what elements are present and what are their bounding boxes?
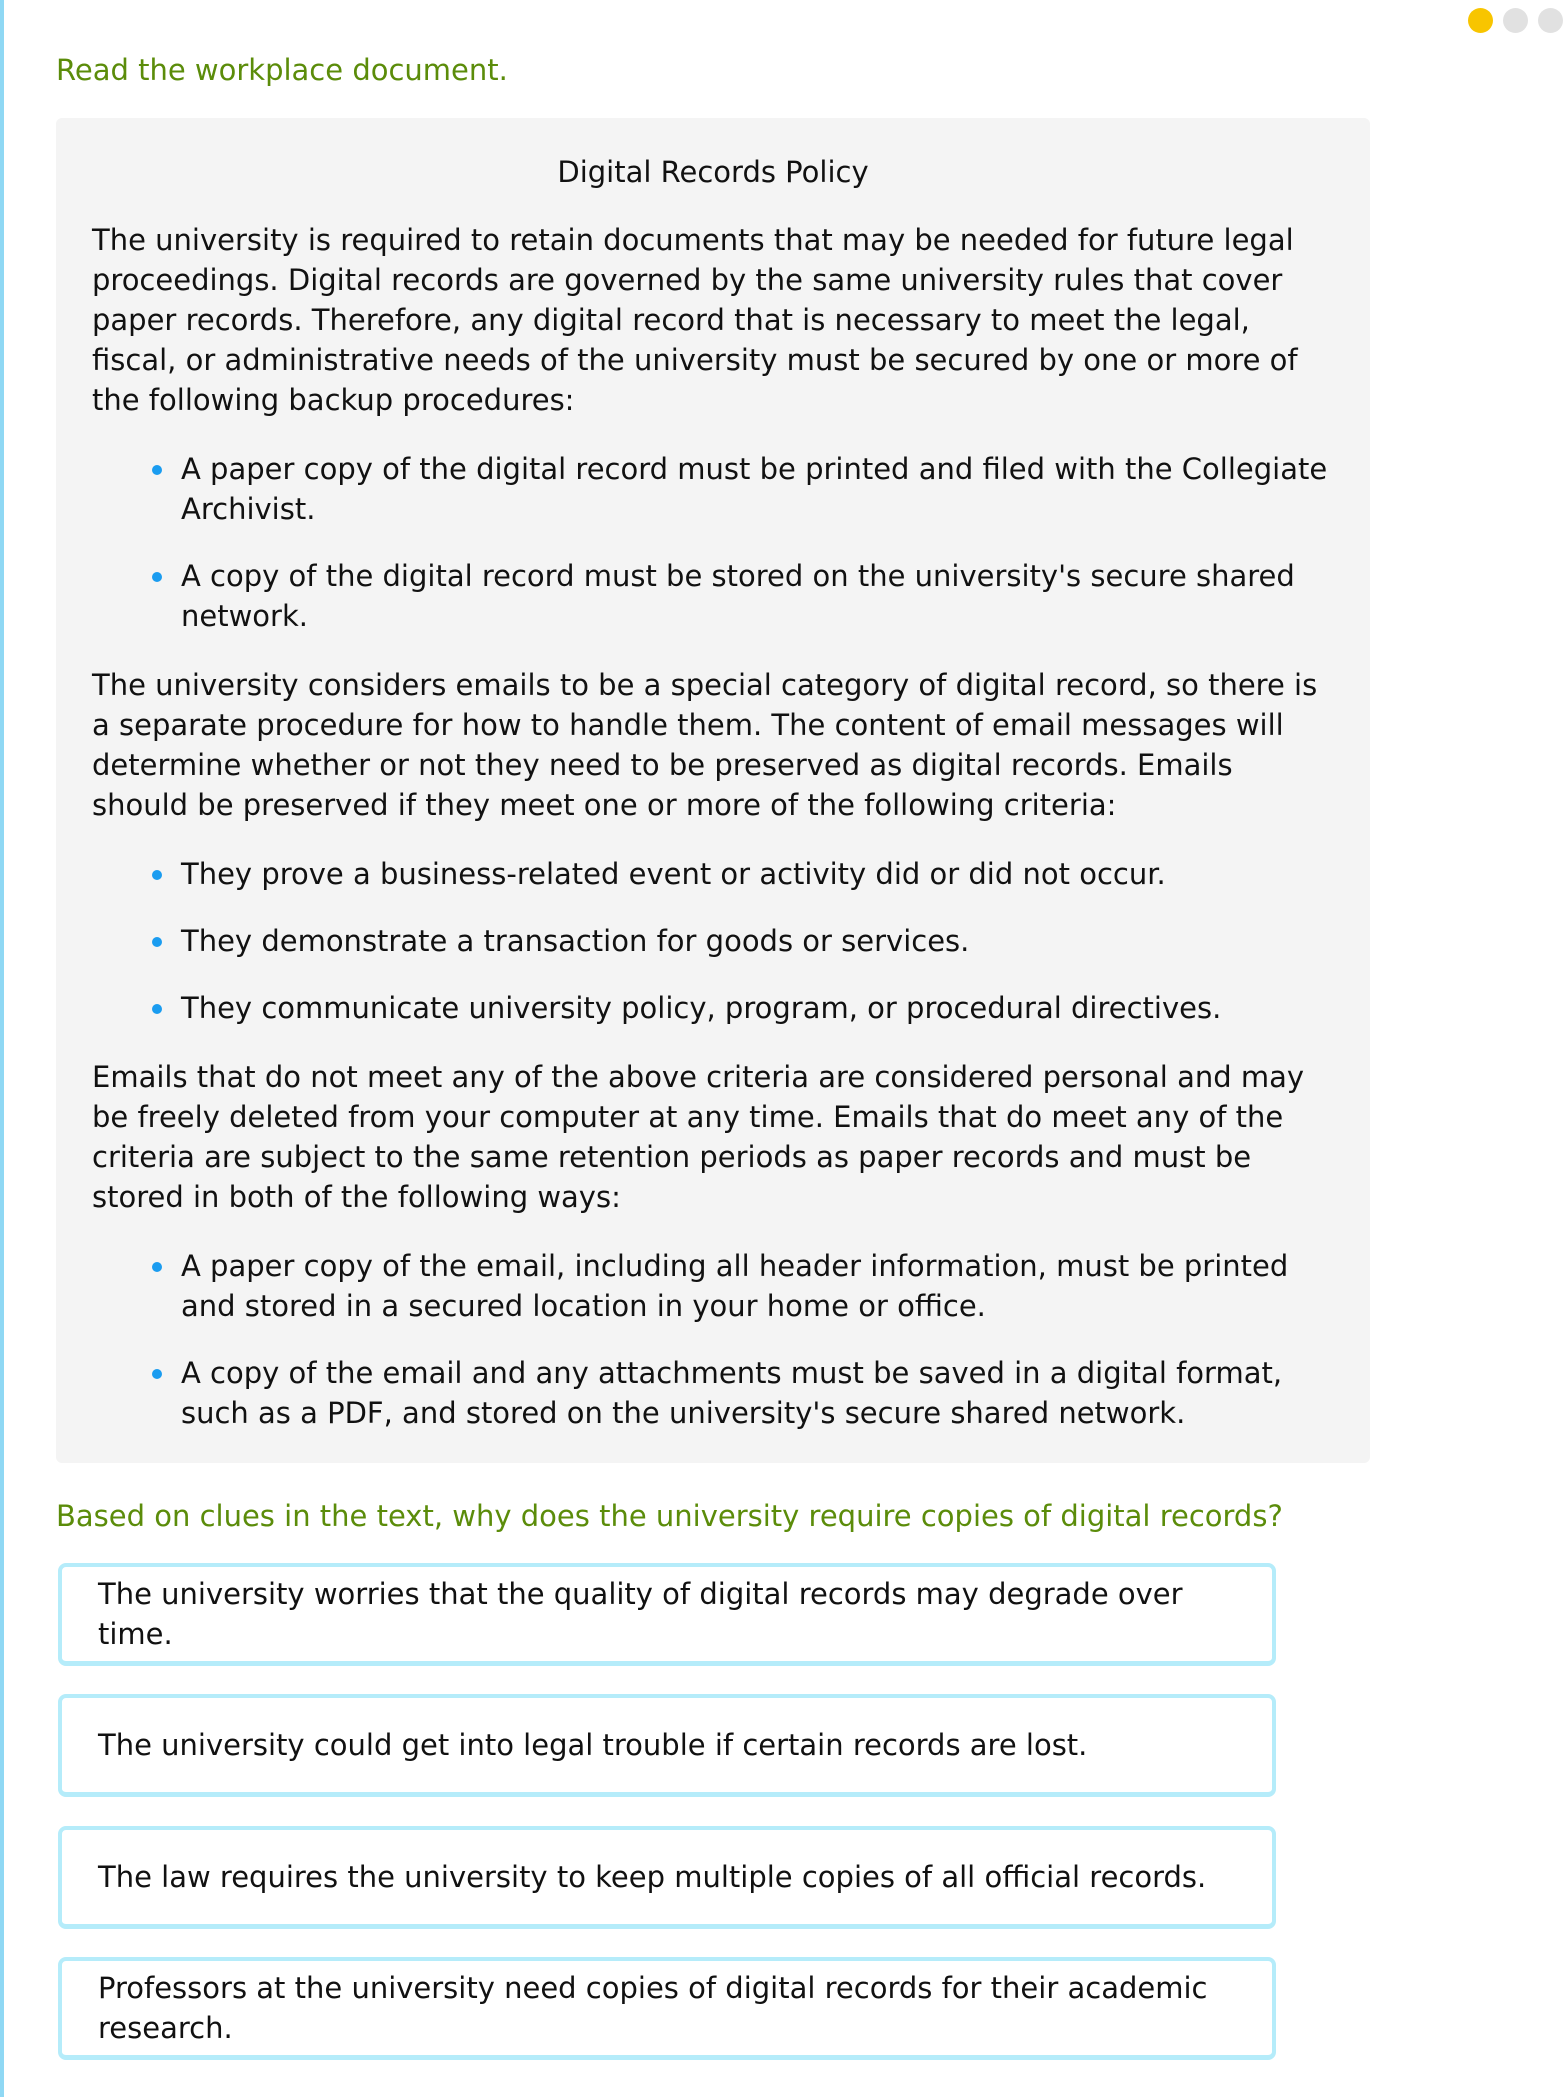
list-item	[148, 556, 1334, 636]
question-prompt: Based on clues in the text, why does the university require copies of digital records?	[56, 1499, 1283, 1533]
list-item-text: A paper copy of the email, including all header information, must be printed and stored in a secured location in your home or office.	[181, 1249, 1289, 1323]
answer-choice-3[interactable]	[58, 1826, 1276, 1929]
list-item-text: They communicate university policy, program, or procedural directives.	[181, 991, 1222, 1025]
bullet-icon	[152, 1369, 162, 1379]
backup-procedures-list	[92, 449, 1334, 636]
answer-choice-text: The university worries that the quality of digital records may degrade over time.	[98, 1577, 1183, 1651]
progress-dot-3	[1538, 8, 1563, 33]
bullet-icon	[152, 1262, 162, 1272]
answer-choice-2[interactable]	[58, 1694, 1276, 1797]
list-item	[148, 854, 1334, 894]
list-item	[148, 449, 1334, 529]
document-paragraph-1: The university is required to retain documents that may be needed for future legal proceedings. Digital records are governed by the same university rules that cover paper records. Therefore, any digital record that is necessary to meet the legal, fiscal, or administrative needs of the university must be secured by one or more of the following backup procedures:	[92, 223, 1298, 417]
bullet-icon	[152, 465, 162, 475]
progress-dot-1	[1468, 8, 1493, 33]
answer-choice-text: The university could get into legal trouble if certain records are lost.	[98, 1728, 1088, 1762]
bullet-icon	[152, 572, 162, 582]
instruction-text: Read the workplace document.	[56, 53, 508, 87]
list-item-text: They prove a business-related event or activity did or did not occur.	[181, 857, 1166, 891]
email-criteria-list	[92, 854, 1334, 1028]
progress-indicator	[1468, 8, 1563, 33]
list-item-text: A copy of the email and any attachments must be saved in a digital format, such as a PDF, and stored on the university's secure shared network.	[181, 1356, 1283, 1430]
answer-choice-4[interactable]	[58, 1957, 1276, 2060]
progress-dot-2	[1503, 8, 1528, 33]
list-item	[148, 1353, 1334, 1433]
list-item-text: They demonstrate a transaction for goods or services.	[181, 924, 970, 958]
list-item	[148, 988, 1334, 1028]
bullet-icon	[152, 870, 162, 880]
list-item	[148, 921, 1334, 961]
answer-choice-text: Professors at the university need copies of digital records for their academic research.	[98, 1971, 1208, 2045]
bullet-icon	[152, 1004, 162, 1014]
list-item-text: A paper copy of the digital record must be printed and filed with the Collegiate Archivist.	[181, 452, 1328, 526]
answer-choice-1[interactable]	[58, 1563, 1276, 1666]
document-paragraph-2: The university considers emails to be a special category of digital record, so there is a separate procedure for how to handle them. The content of email messages will determine whether or not they need to be preserved as digital records. Emails should be preserved if they meet one or more of the following criteria:	[92, 668, 1318, 822]
document-paragraph-3: Emails that do not meet any of the above criteria are considered personal and may be freely deleted from your computer at any time. Emails that do meet any of the criteria are subject to the same retention periods as paper records and must be stored in both of the following ways:	[92, 1060, 1305, 1214]
left-accent-bar	[0, 0, 4, 2097]
list-item	[148, 1246, 1334, 1326]
workplace-document	[56, 118, 1370, 1463]
list-item-text: A copy of the digital record must be stored on the university's secure shared network.	[181, 559, 1295, 633]
bullet-icon	[152, 937, 162, 947]
answer-choice-text: The law requires the university to keep multiple copies of all official records.	[98, 1860, 1207, 1894]
document-title: Digital Records Policy	[557, 155, 869, 189]
email-storage-list	[92, 1246, 1334, 1433]
